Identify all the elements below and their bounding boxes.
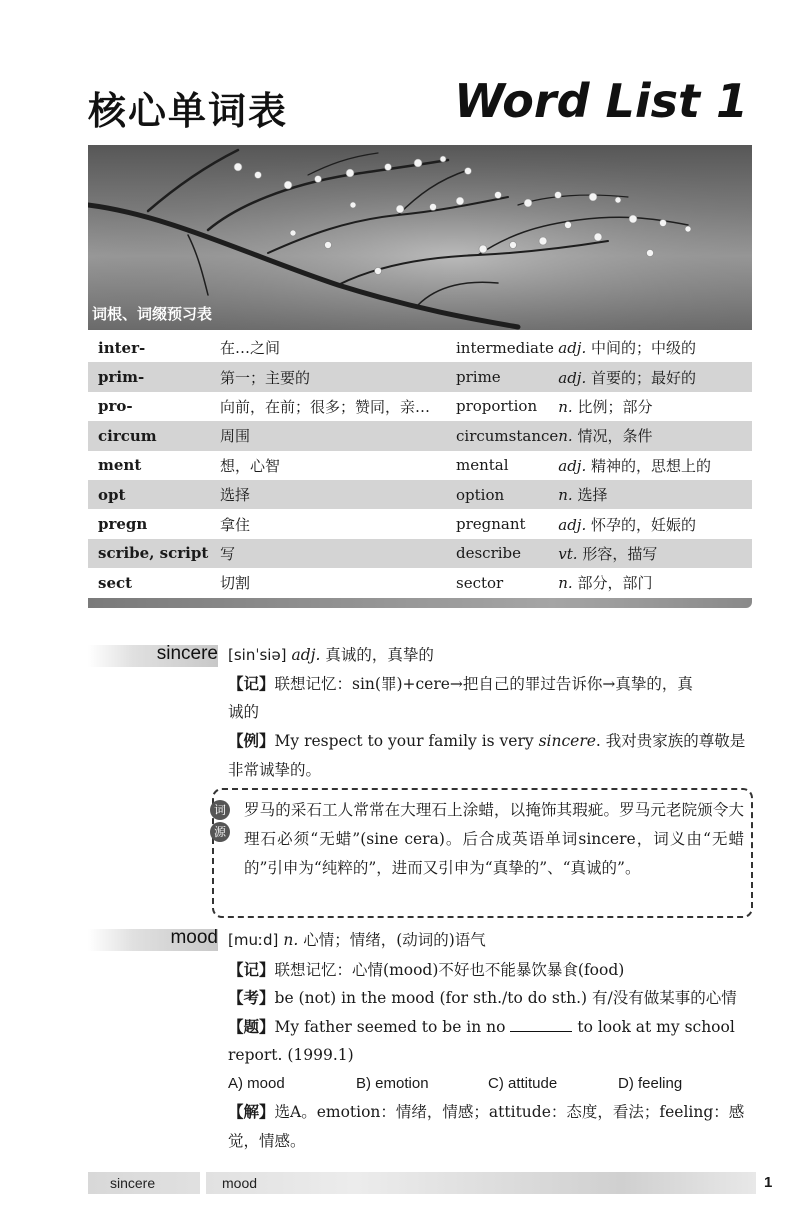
table-meaning-cell: 写 [220, 544, 236, 563]
table-definition-cell [558, 480, 752, 509]
table-row [88, 333, 752, 362]
memory-tag: 【记】 [228, 674, 275, 693]
sincere-memory-line1 [228, 670, 756, 698]
mood-definition-line [228, 926, 756, 954]
table-meaning-cell: 在…之间 [220, 339, 281, 358]
table-pos: adj. [558, 515, 587, 534]
table-row [88, 509, 752, 538]
sincere-example-line1 [228, 727, 756, 755]
table-word-cell: mental [456, 456, 509, 475]
table-definition-cell [558, 421, 752, 450]
table-word-cell: sector [456, 573, 504, 592]
option-d: D) feeling [618, 1075, 683, 1092]
mood-exam-line [228, 984, 756, 1012]
page-number: 1 [764, 1174, 773, 1191]
table-word-cell: pregnant [456, 515, 526, 534]
mood-question-line2: report. (1999.1) [228, 1046, 354, 1064]
table-definition-cell [558, 539, 752, 568]
table-pos: adj. [558, 339, 587, 358]
question-blank [510, 1017, 572, 1032]
headword-sincere: sincere [156, 643, 218, 664]
table-pos: adj. [558, 368, 587, 387]
sincere-memory-line2: 诚的 [228, 703, 260, 721]
mood-phonetic: [muːd] [228, 931, 279, 949]
table-root-cell: circum [98, 426, 157, 445]
root-affix-table [88, 333, 752, 598]
table-row [88, 480, 752, 509]
table-pos: vt. [558, 544, 578, 563]
etymology-badge-char1: 词 [210, 800, 230, 820]
table-definition-cell [558, 568, 752, 597]
table-word-cell: intermediate [456, 338, 554, 357]
memory-tag-mood: 【记】 [228, 960, 275, 979]
table-row [88, 539, 752, 568]
question-tag: 【题】 [228, 1017, 275, 1036]
sincere-pos: adj. [291, 646, 321, 664]
table-definition-cell [558, 362, 752, 391]
example-tag: 【例】 [228, 731, 275, 750]
table-root-cell: pro- [98, 397, 133, 416]
table-pos: n. [558, 427, 573, 446]
table-definition-cell [558, 509, 752, 538]
table-definition: 情况，条件 [577, 427, 653, 446]
page-title-chinese: 核心单词表 [88, 89, 289, 133]
table-root-cell: opt [98, 485, 126, 504]
table-definition-cell [558, 333, 752, 362]
sincere-example-line2: 非常诚挚的。 [228, 761, 322, 779]
table-meaning-cell: 想，心智 [220, 456, 281, 475]
table-definition: 形容，描写 [582, 544, 658, 563]
blossom-branch-banner [88, 145, 752, 330]
option-a: A) mood [228, 1075, 285, 1092]
table-root-cell: scribe, script [98, 544, 209, 563]
table-definition: 选择 [577, 486, 608, 505]
mood-question-post: to look at my school [577, 1018, 735, 1036]
table-pos: adj. [558, 456, 587, 475]
table-pos: n. [558, 574, 573, 593]
table-definition: 中间的；中级的 [591, 339, 697, 358]
footer-separator [200, 1172, 206, 1194]
exam-tag: 【考】 [228, 988, 275, 1007]
mood-definition: 心情；情绪，(动词的)语气 [303, 931, 486, 949]
sincere-example-em: sincere [538, 732, 596, 750]
mood-exam-text: be (not) in the mood (for sth./to do sth.) 有/没有做某事的心情 [274, 989, 737, 1007]
table-meaning-cell: 周围 [220, 427, 251, 446]
table-root-cell: sect [98, 573, 133, 592]
mood-question-line1 [228, 1013, 756, 1041]
mood-question-pre: My father seemed to be in no [274, 1018, 506, 1036]
option-b: B) emotion [356, 1075, 429, 1092]
sincere-definition-line [228, 641, 756, 669]
table-definition: 部分，部门 [577, 574, 653, 593]
footer-bar [88, 1172, 756, 1194]
table-pos: n. [558, 397, 573, 416]
table-definition: 比例；部分 [577, 397, 653, 416]
etymology-badge-char2: 源 [210, 822, 230, 842]
table-word-cell: describe [456, 544, 522, 563]
table-definition: 怀孕的，妊娠的 [591, 515, 697, 534]
mood-options [228, 1070, 756, 1098]
table-meaning-cell: 第一；主要的 [220, 368, 311, 387]
table-row [88, 362, 752, 391]
table-row [88, 451, 752, 480]
banner-caption: 词根、词缀预习表 [92, 305, 213, 323]
table-word-cell: proportion [456, 397, 538, 416]
table-word-cell: circumstance [456, 426, 559, 445]
table-pos: n. [558, 486, 573, 505]
table-definition-cell [558, 451, 752, 480]
table-meaning-cell: 切割 [220, 574, 251, 593]
footer-word-mood: mood [222, 1175, 258, 1191]
table-row [88, 421, 752, 450]
table-row [88, 568, 752, 597]
headword-mood: mood [170, 927, 218, 948]
mood-pos: n. [283, 931, 299, 949]
mood-memory-text: 联想记忆：心情(mood)不好也不能暴饮暴食(food) [274, 961, 625, 979]
sincere-phonetic: [sinˈsiə] [228, 646, 287, 664]
etymology-text: 罗马的采石工人常常在大理石上涂蜡，以掩饰其瑕疵。罗马元老院颁令大理石必须“无蜡”(sine cera)。后合成英语单词sincere，词义由“无蜡的”引申为“纯粹的”，进而又引申为“真挚的”、“真诚的”。 [244, 801, 744, 877]
mood-answer-text1: 选A。emotion：情绪，情感；attitude：态度，看法；feeling：感 [274, 1103, 745, 1121]
table-root-cell: ment [98, 456, 142, 475]
table-meaning-cell: 拿住 [220, 515, 251, 534]
table-word-cell: option [456, 485, 505, 504]
sincere-definition: 真诚的，真挚的 [325, 646, 434, 664]
mood-answer-line2: 觉，情感。 [228, 1132, 306, 1150]
table-root-cell: inter- [98, 338, 146, 357]
option-c: C) attitude [488, 1075, 558, 1092]
table-meaning-cell: 选择 [220, 486, 251, 505]
etymology-badge [210, 800, 232, 844]
sincere-example-pre: My respect to your family is very [274, 732, 539, 750]
page-title-english: Word List 1 [454, 74, 748, 128]
table-definition: 精神的，思想上的 [591, 456, 712, 475]
table-bottom-bar [88, 598, 752, 608]
mood-answer-line1 [228, 1098, 756, 1126]
mood-memory-line [228, 956, 756, 984]
table-word-cell: prime [456, 368, 501, 387]
sincere-memory-text1: 联想记忆：sin(罪)+cere→把自己的罪过告诉你→真挚的，真 [274, 675, 693, 693]
table-root-cell: prim- [98, 368, 145, 387]
table-row [88, 392, 752, 421]
footer-word-sincere: sincere [110, 1175, 156, 1191]
table-definition: 首要的；最好的 [591, 368, 697, 387]
answer-tag: 【解】 [228, 1102, 275, 1121]
table-meaning-cell: 向前，在前；很多；赞同，亲… [220, 397, 431, 416]
sincere-example-post: . 我对贵家族的尊敬是 [595, 732, 746, 750]
table-definition-cell [558, 392, 752, 421]
table-root-cell: pregn [98, 515, 148, 534]
